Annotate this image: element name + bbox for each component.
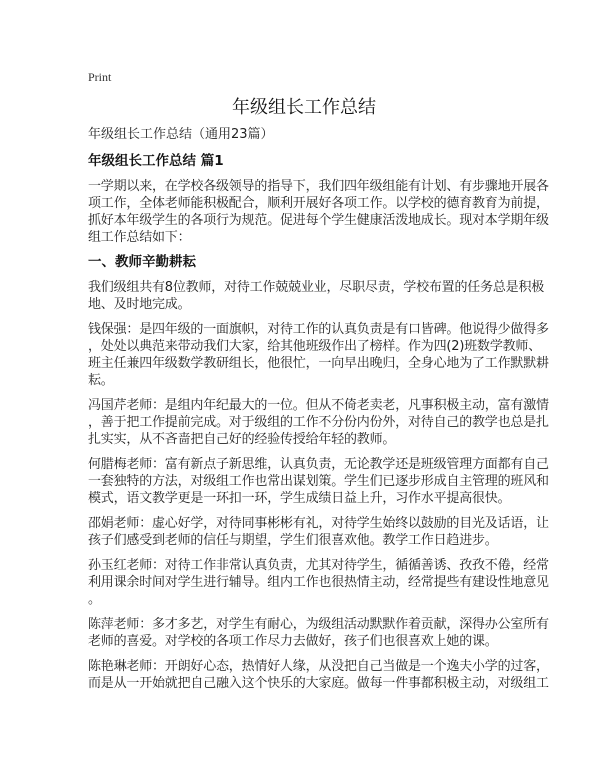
text-line: 地、及时地完成。 (88, 297, 191, 312)
paragraph (88, 178, 549, 246)
text-line: 。 (88, 592, 101, 607)
text-line: 钱保强：是四年级的一面旗帜，对待工作的认真负责是有口皆碑。他说得少做得多 (88, 322, 549, 337)
paragraph (88, 557, 549, 608)
paragraph (88, 658, 549, 692)
section-heading-2: 一、教师辛勤耕耘 (88, 254, 196, 270)
text-line: 陈萍老师：多才多艺，对学生有耐心，为级组活动默默作着贡献，深得办公室所有 (88, 617, 549, 632)
text-line: 孩子们感受到老师的信任与期望，学生们很喜欢他。教学工作日趋进步。 (88, 533, 498, 548)
text-line: 班主任兼四年级数学教研组长，他很忙，一向早出晚归，全身心地为了工作默默耕 (88, 356, 549, 371)
text-line: ，善于把工作提前完成。对于级组的工作不分份内份外，对待自己的教学也总是扎 (88, 415, 549, 430)
print-label: Print (88, 70, 112, 84)
text-line: 一套独特的方法，对级组工作也常出谋划策。学生们已逐步形成自主管理的班风和 (88, 474, 549, 489)
text-line: 而是从一开始就把自己融入这个快乐的大家庭。做每一件事都积极主动，对级组工 (88, 676, 549, 691)
paragraph (88, 321, 549, 389)
text-line: 邵娟老师：虚心好学，对待同事彬彬有礼，对待学生始终以鼓励的目光及话语，让 (88, 516, 549, 531)
text-line: 项工作，全体老师能积极配合，顺利开展好各项工作。以学校的德育教育为前提， (88, 196, 549, 211)
text-line: 何腊梅老师：富有新点子新思维，认真负责，无论教学还是班级管理方面都有自己 (88, 457, 549, 472)
text-line: 抓好本年级学生的各项行为规范。促进每个学生健康活泼地成长。现对本学期年级 (88, 213, 549, 228)
text-line: ，处处以典范来带动我们大家，给其他班级作出了榜样。作为四(2)班数学教师、 (88, 339, 542, 354)
text-line: 组工作总结如下： (88, 230, 191, 245)
text-line: 冯国芹老师：是组内年纪最大的一位。但从不倚老卖老，凡事积极主动，富有激情 (88, 398, 549, 413)
text-line: 一学期以来，在学校各级领导的指导下，我们四年级组能有计划、有步骤地开展各 (88, 179, 549, 194)
text-line: 扎实实，从不吝啬把自己好的经验传授给年轻的教师。 (88, 432, 396, 447)
text-line: 模式，语文教学更是一环扣一环，学生成绩日益上升，习作水平提高很快。 (88, 491, 511, 506)
paragraph (88, 279, 545, 313)
paragraph (88, 456, 549, 507)
text-line: 陈艳琳老师：开朗好心态，热情好人缘，从没把自己当做是一个逸夫小学的过客， (88, 659, 549, 674)
paragraph (88, 616, 549, 650)
section-heading-1: 年级组长工作总结 篇1 (88, 153, 224, 169)
document-title: 年级组长工作总结 (232, 97, 376, 118)
text-line: 我们级组共有8位教师，对待工作兢兢业业，尽职尽责，学校布置的任务总是积极 (88, 280, 545, 295)
paragraph (88, 515, 549, 549)
document-subtitle: 年级组长工作总结（通用23篇） (88, 127, 274, 142)
text-line: 耘。 (88, 373, 114, 388)
paragraph (88, 397, 549, 448)
text-line: 孙玉红老师：对待工作非常认真负责，尤其对待学生，循循善诱、孜孜不倦，经常 (88, 558, 549, 573)
text-line: 老师的喜爱。对学校的各项工作尽力去做好，孩子们也很喜欢上她的课。 (88, 634, 498, 649)
text-line: 利用课余时间对学生进行辅导。组内工作也很热情主动，经常提些有建设性地意见 (88, 575, 549, 590)
